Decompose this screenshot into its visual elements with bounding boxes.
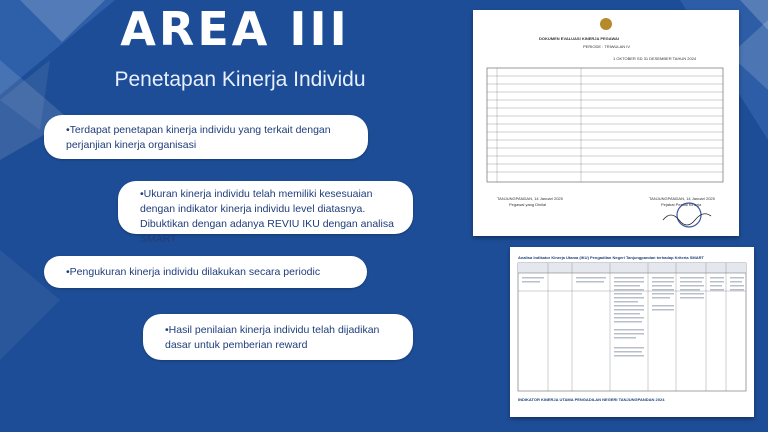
analysis-table-graphic (510, 247, 754, 417)
point-2: •Ukuran kinerja individu telah memiliki kesesuaian dengan indikator kinerja individu level diatasnya. Dibuktikan dengan adanya REVIU IKU dengan analisa SMART (118, 181, 413, 234)
document-date-right: TANJUNGPANDAN, 14 Januari 2025 (649, 196, 715, 201)
point-1: •Terdapat penetapan kinerja individu yang terkait dengan perjanjian kinerja organisasi (44, 115, 368, 159)
slide-subtitle: Penetapan Kinerja Individu (114, 68, 366, 91)
document-date-left: TANJUNGPANDAN, 14 Januari 2025 (497, 196, 563, 201)
document-role-left: Pegawai yang Dinilai (509, 202, 547, 207)
document-period-range: 1 OKTOBER SD 31 DESEMBER TAHUN 2024 (613, 56, 697, 61)
document-period-label: PERIODE : TRIWULAN IV (583, 44, 631, 49)
analysis-footer: INDIKATOR KINERJA UTAMA PENGADILAN NEGERI TANJUNGPANDAN 2024 (518, 397, 665, 402)
evaluation-document-image (473, 10, 739, 236)
document-heading: DOKUMEN EVALUASI KINERJA PEGAWAI (539, 36, 620, 41)
document-role-right: Pejabat Penilai Kinerja (661, 202, 702, 207)
point-3: •Pengukuran kinerja individu dilakukan secara periodic (44, 256, 367, 288)
iku-analysis-document-image (510, 247, 754, 417)
analysis-heading: Analisa Indikator Kinerja Utama (IKU) Pengadilan Negeri Tanjungpandan terhadap Kriteria SMART (518, 255, 704, 260)
slide-title: AREA III (120, 2, 350, 56)
point-4: •Hasil penilaian kinerja individu telah dijadikan dasar untuk pemberian reward (143, 314, 413, 360)
